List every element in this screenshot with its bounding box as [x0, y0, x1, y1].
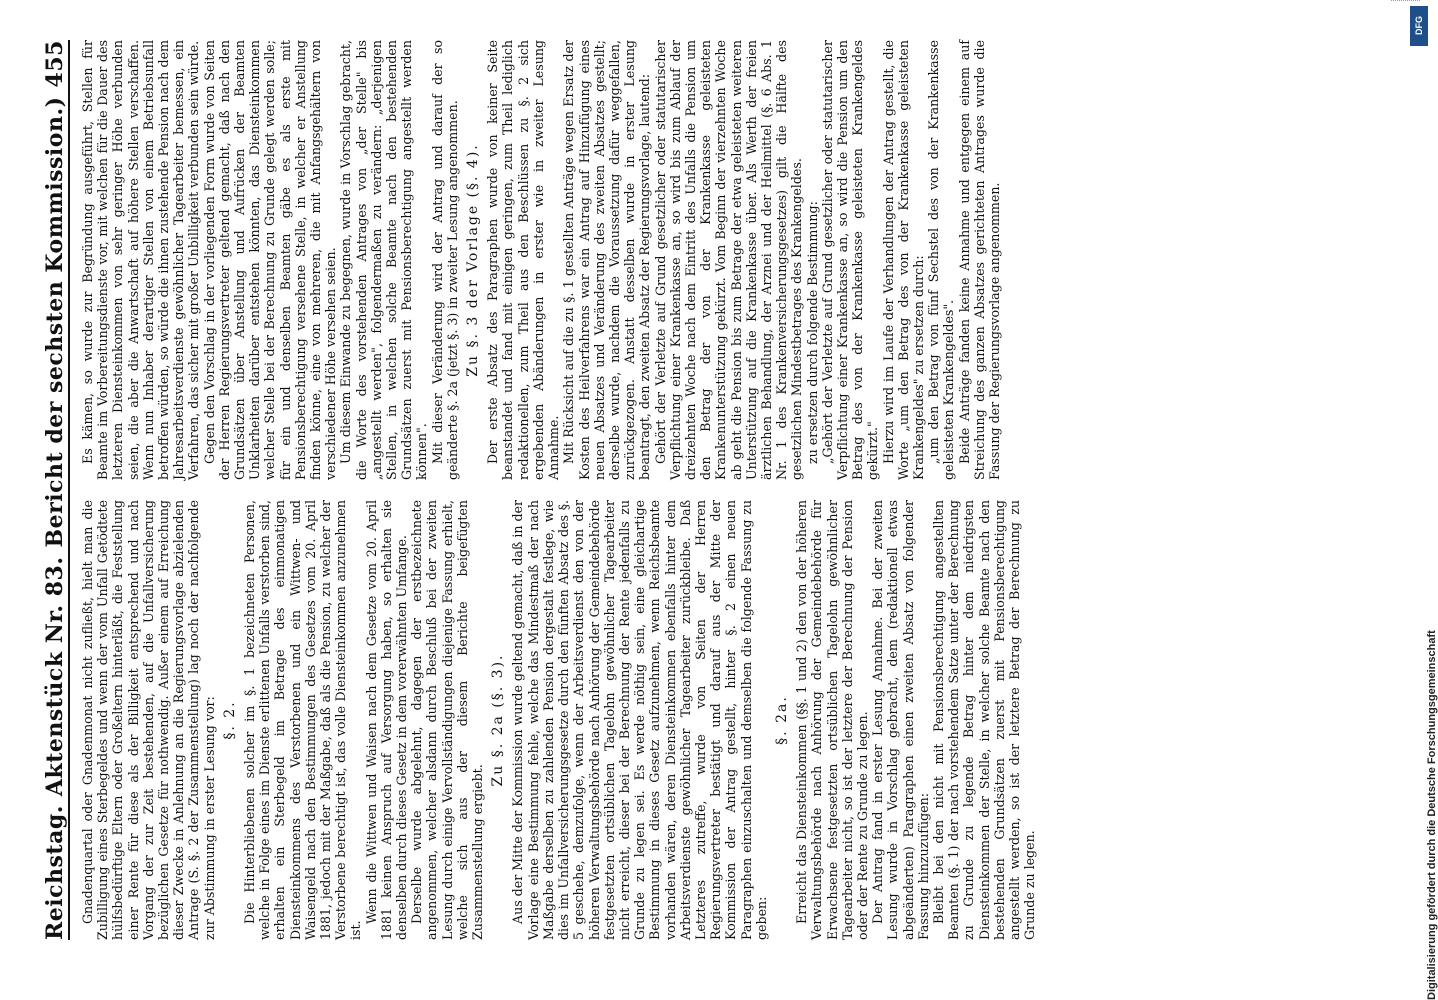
header-left: Reichstag. — [42, 805, 68, 940]
paragraph: Bleibt bei den nicht mit Pensionsberechtigung angestellten Beamten (§. 1) der nach vorstehendem Satze unter der Berechnung zu Grunde zu legende Betrag hinter dem niedrigsten Diensteinkommen der Stelle, in welcher solche Beamte nach den bestehenden Grundsätzen zuerst mit Pensionsberechtigung angestellt werden, so ist der letztere Betrag der Berechnung zu Grunde zu legen. — [930, 500, 1038, 940]
paragraph: Erreicht das Diensteinkommen (§§. 1 und 2) den von der höheren Verwaltungsbehörde nach Anhörung der Gemeindebehörde für Erwachsene festgesetzten ortsüblichen Tagelohn gewöhnlicher Tagearbeiter nicht, so ist der letztere der Berechnung der Pension oder der Rente zu Grunde zu legen. — [794, 500, 870, 940]
paragraph: Derselbe wurde abgelehnt, dagegen der erstbezeichnete angenommen, welcher alsdann durch Beschluß bei der zweiten Lesung durch einige Vervollständigungen diejenige Fassung erhielt, welche sich aus der diesem Berichte beigefügten Zusammenstellung ergiebt. — [409, 500, 486, 940]
text-columns — [80, 40, 1370, 940]
quoted-paragraph: „um den Betrag von fünf Sechstel des von der Krankenkasse geleisteten Krankengeldes". — [926, 40, 957, 480]
column-right — [80, 40, 1370, 480]
header-document-number: Aktenstück Nr. 83. — [42, 556, 68, 797]
quoted-paragraph: „Gehört der Verletzte auf Grund gesetzlicher oder statutarischer Verpflichtung einer Krankenkasse an, so wird die Pension um den Betrag des von der Krankenkasse geleisteten Krankengeldes gekürzt." — [819, 40, 881, 480]
paragraph: Aus der Mitte der Kommission wurde geltend gemacht, daß in der Vorlage eine Bestimmung fehle, welche das Mindestmaß der nach Maßgabe derselben zu zahlenden Pension dergestalt festlege, wie dies im Unfallversicherungsgesetze durch den fünften Absatz des §. 5 geschehe, demzufolge, wenn der Arbeitsverdienst den von der höheren Verwaltungsbehörde nach Anhörung der Gemeindebehörde festgesetzten ortsüblichen Tagelohn gewöhnlicher Tagearbeiter nicht erreicht, dieser bei der Berechnung der Rente jedenfalls zu Grunde zu legen sei. Es werde nöthig sein, eine gleichartige Bestimmung in dieses Gesetz aufzunehmen, wenn Reichsbeamte vorhanden wären, deren Diensteinkommen ebenfalls hinter dem Arbeitsverdienste gewöhnlicher Tagearbeiter zurückbleibe. Daß Letzteres zutreffe, wurde von Seiten der Herren Regierungsvertreter bestätigt und darauf aus der Mitte der Kommission der Antrag gestellt, hinter §. 2 einen neuen Paragraphen einzuschalten und demselben die folgende Fassung zu geben: — [510, 500, 769, 940]
header-report-title: Bericht der sechsten Kommission.) — [42, 96, 68, 548]
digitization-credit — [1408, 0, 1438, 1000]
section-heading: §. 2. — [221, 700, 238, 740]
paragraph: Es kämen, so wurde zur Begründung ausgeführt, Stellen für Beamte im Vorbereitungsdienste vor, mit welchen für die Dauer des letzteren Diensteinkommen von sehr geringer Höhe verbunden seien, die aber die Anwartschaft auf höhere Stellen verschaffen. Wenn nun Inhaber derartiger Stellen von einem Betriebsunfall betroffen würden, so würde die ihnen zustehende Pension nach dem Jahresarbeitsverdienste gewöhnlicher Tagearbeiter bemessen, ein Verfahren, das sicher mit großer Unbilligkeit verbunden sein würde. — [80, 40, 202, 480]
paragraph: Beide Anträge fanden keine Annahme und entgegen einem auf Streichung des ganzen Absatzes gerichteten Antrages wurde die Fassung der Regierungsvorlage angenommen. — [956, 40, 1002, 480]
quoted-paragraph: Gehört der Verletzte auf Grund gesetzlicher oder statutarischer Verpflichtung einer Krankenkasse an, so wird bis zum Ablauf der dreizehnten Woche nach dem Eintritt des Unfalls die Pension um den Betrag der von der Krankenkasse geleisteten Krankenunterstützung gekürzt. Vom Beginn der vierzehnten Woche ab geht die Pension bis zum Betrage der etwa geleisteten weiteren Unterstützung auf die Krankenkasse über. Als Werth der freien ärztlichen Behandlung, der Arznei und der Heilmittel (§. 6 Abs. 1 Nr. 1 des Krankenversicherungsgesetzes) gilt die Hälfte des gesetzlichen Mindestbetrages des Krankengeldes. — [652, 40, 805, 480]
paragraph: Gegen den Vorschlag in der vorliegenden Form wurde von Seiten der Herren Regierungsvertreter geltend gemacht, daß nach den Grundsätzen über Anstellung und Aufrücken der Beamten Unklarheiten darüber entstehen könnten, das Diensteinkommen welcher Stelle bei der Berechnung zu Grunde gelegt werden solle; für ein und denselben Beamten gäbe es als erste mit Pensionsberechtigung versehene Stelle, in welcher er Anstellung finden könne, eine von mehreren, die mit Anfangsgehältern von verschiedener Höhe versehen seien. — [201, 40, 339, 480]
paragraph: Gnadenquartal oder Gnadenmonat nicht zufließt, hielt man die Zubilligung eines Sterbegeldes und wenn der vom Unfall Getödtete hülfsbedürftige Eltern oder Großeltern hinterläßt, die Feststellung einer Rente für diese als der Billigkeit entsprechend und nach Vorgang der zur Zeit bestehenden, auf die Unfallversicherung bezüglichen Gesetze für nothwendig. Außer einem auf Erreichung dieser Zwecke in Anlehnung an die Regierungsvorlage abzielenden Antrage (S. §. 2 der Zusammenstellung) lag noch der nachfolgende zur Abstimmung in erster Lesung vor: — [80, 500, 217, 940]
credit-text: Digitalisierung gefördert durch die Deutsche Forschungsgemeinschaft — [1426, 630, 1438, 1000]
paragraph: Die Hinterbliebenen solcher im §. 1 bezeichneten Personen, welche in Folge eines im Dienste erlittenen Unfalls verstorben sind, erhalten ein Sterbegeld im Betrage des einmonatigen Diensteinkommens des Verstorbenen und ein Wittwen- und Waisengeld nach den Bestimmungen des Gesetzes vom 20. April 1881, jedoch mit der Maßgabe, daß als die Pension, zu welcher der Verstorbene berechtigt ist, das volle Diensteinkommen anzunehmen ist. — [242, 500, 364, 940]
paragraph: zu ersetzen durch folgende Bestimmung: — [804, 201, 820, 464]
section-heading: Zu §. 2a (§. 3). — [490, 653, 507, 787]
paragraph: Mit Rücksicht auf die zu §. 1 gestellten Anträge wegen Ersatz der Kosten des Heilverfahrens war ein Antrag auf Hinzufügung eines neuen Absatzes und Veränderung des zweiten Absatzes gestellt; derselbe wurde, nachdem die Voraussetzung dafür weggefallen, zurückgezogen. Anstatt desselben wurde in erster Lesung beantragt, den zweiten Absatz der Regierungsvorlage, lautend: — [561, 40, 653, 480]
dfg-logo: DFG — [1410, 6, 1428, 46]
paragraph: Der erste Absatz des Paragraphen wurde von keiner Seite beanstandet und fand mit einigen geringen, zum Theil lediglich redaktionellen, zum Theil aus den Beschlüssen zu §. 2 sich ergebenden Abänderungen in erster wie in zweiter Lesung Annahme. — [485, 40, 562, 480]
section-heading: Zu §. 3 der Vorlage (§. 4). — [465, 143, 482, 377]
section-heading: §. 2a. — [773, 695, 790, 745]
paragraph: Wenn die Wittwen und Waisen nach dem Gesetze vom 20. April 1881 keinen Anspruch auf Versorgung haben, so erhalten sie denselben durch dieses Gesetz in dem vorerwähnten Umfange. — [363, 500, 410, 940]
paragraph: Mit dieser Veränderung wird der Antrag und darauf der so geänderte §. 2a (jetzt §. 3) in zweiter Lesung angenommen. — [429, 40, 460, 480]
page-number: 455 — [42, 40, 68, 88]
page-header — [28, 40, 70, 940]
paragraph: Der Antrag fand in erster Lesung Annahme. Bei der zweiten Lesung wurde in Vorschlag gebracht, dem (redaktionell etwas abgeänderten) Paragraphen einen zweiten Absatz von folgender Fassung hinzuzufügen: — [870, 500, 931, 940]
column-left — [80, 500, 1370, 940]
paragraph: Hierzu wird im Laufe der Verhandlungen der Antrag gestellt, die Worte „um den Betrag des von der Krankenkasse geleisteten Krankengeldes" zu ersetzen durch: — [880, 40, 926, 480]
paragraph: Um diesem Einwande zu begegnen, wurde in Vorschlag gebracht, die Worte des vorstehenden Antrages von „der Stelle" bis „angestellt werden", folgendermaßen zu verändern: „derjenigen Stellen, in welchen solche Beamte nach den bestehenden Grundsätzen zuerst mit Pensionsberechtigung angestellt werden können". — [338, 40, 430, 480]
